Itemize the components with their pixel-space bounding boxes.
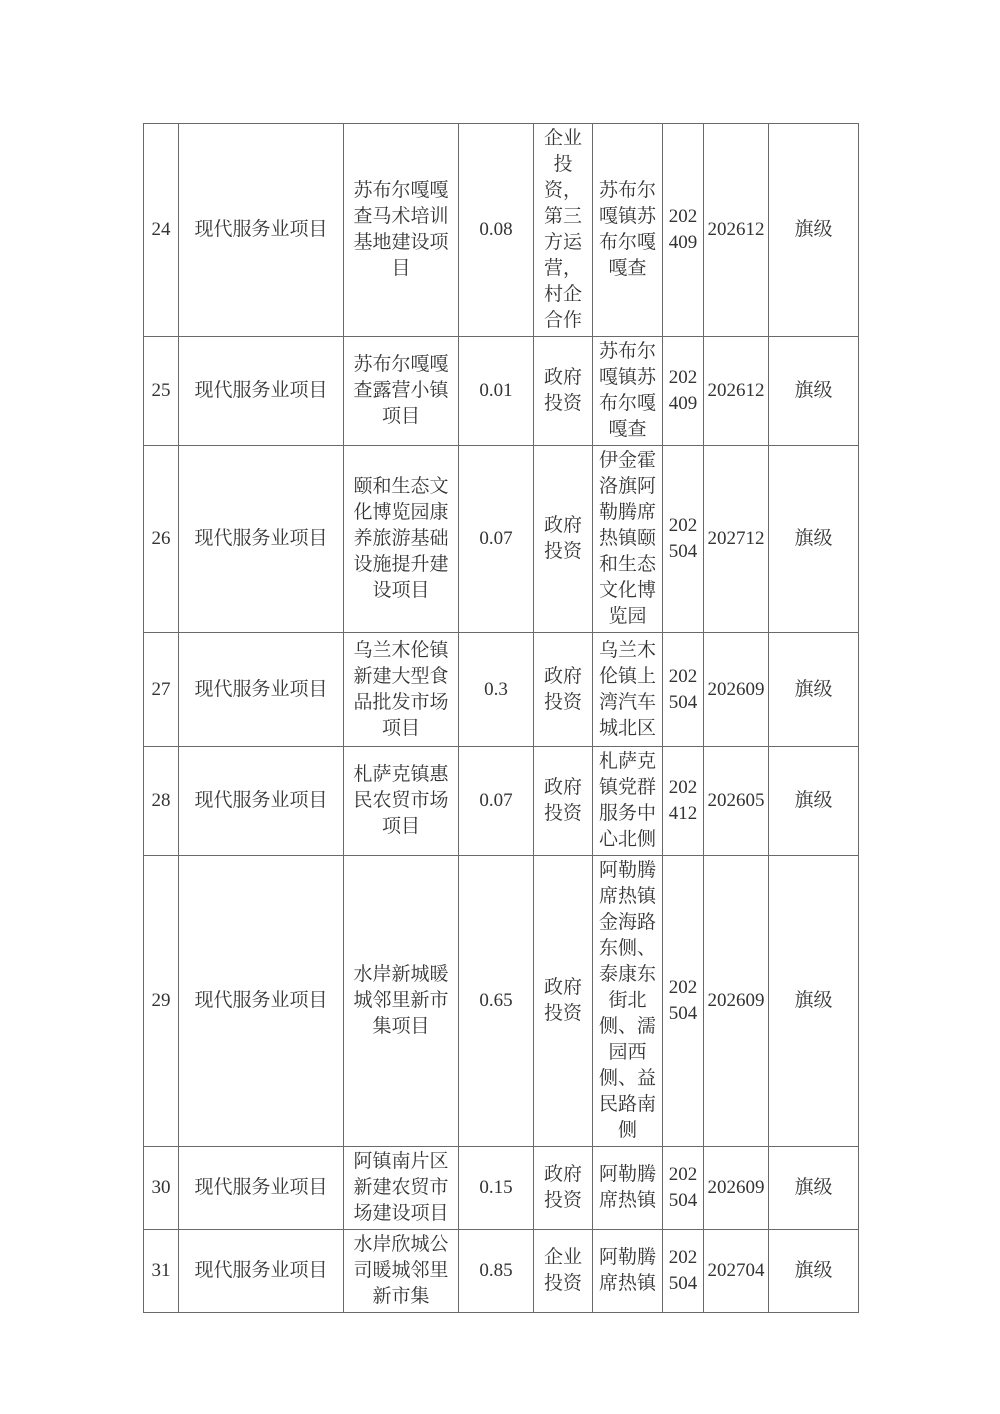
cell-location: 阿勒腾席热镇 [593, 1147, 663, 1230]
cell-investment-amount: 0.08 [459, 124, 534, 337]
cell-start-date: 202409 [663, 337, 704, 446]
cell-funding-type: 政府投资 [534, 1147, 593, 1230]
cell-project-category: 现代服务业项目 [179, 633, 344, 747]
cell-end-date: 202609 [704, 1147, 769, 1230]
cell-funding-type: 政府投资 [534, 856, 593, 1147]
cell-row-number: 25 [144, 337, 179, 446]
cell-end-date: 202712 [704, 446, 769, 633]
cell-start-date: 202504 [663, 856, 704, 1147]
cell-end-date: 202605 [704, 747, 769, 856]
cell-project-name: 颐和生态文化博览园康养旅游基础设施提升建设项目 [344, 446, 459, 633]
cell-project-name: 阿镇南片区新建农贸市场建设项目 [344, 1147, 459, 1230]
cell-end-date: 202609 [704, 633, 769, 747]
cell-row-number: 27 [144, 633, 179, 747]
cell-investment-amount: 0.07 [459, 747, 534, 856]
cell-level: 旗级 [769, 747, 859, 856]
table-row [144, 633, 859, 747]
table-row [144, 1230, 859, 1313]
cell-project-name: 札萨克镇惠民农贸市场项目 [344, 747, 459, 856]
cell-start-date: 202504 [663, 446, 704, 633]
cell-project-category: 现代服务业项目 [179, 856, 344, 1147]
cell-project-name: 水岸新城暖城邻里新市集项目 [344, 856, 459, 1147]
cell-project-name: 苏布尔嘎嘎查露营小镇项目 [344, 337, 459, 446]
cell-row-number: 26 [144, 446, 179, 633]
cell-project-name: 乌兰木伦镇新建大型食品批发市场项目 [344, 633, 459, 747]
cell-funding-type: 政府投资 [534, 633, 593, 747]
cell-end-date: 202609 [704, 856, 769, 1147]
cell-funding-type: 政府投资 [534, 337, 593, 446]
cell-start-date: 202504 [663, 1230, 704, 1313]
cell-row-number: 30 [144, 1147, 179, 1230]
cell-start-date: 202412 [663, 747, 704, 856]
cell-row-number: 24 [144, 124, 179, 337]
cell-row-number: 28 [144, 747, 179, 856]
cell-level: 旗级 [769, 124, 859, 337]
cell-funding-type: 政府投资 [534, 747, 593, 856]
cell-end-date: 202612 [704, 337, 769, 446]
cell-location: 苏布尔嘎镇苏布尔嘎嘎查 [593, 337, 663, 446]
cell-project-category: 现代服务业项目 [179, 124, 344, 337]
cell-project-category: 现代服务业项目 [179, 446, 344, 633]
cell-row-number: 29 [144, 856, 179, 1147]
cell-investment-amount: 0.01 [459, 337, 534, 446]
cell-level: 旗级 [769, 1230, 859, 1313]
cell-investment-amount: 0.65 [459, 856, 534, 1147]
cell-funding-type: 政府投资 [534, 446, 593, 633]
cell-level: 旗级 [769, 856, 859, 1147]
cell-location: 伊金霍洛旗阿勒腾席热镇颐和生态文化博览园 [593, 446, 663, 633]
cell-location: 乌兰木伦镇上湾汽车城北区 [593, 633, 663, 747]
cell-project-category: 现代服务业项目 [179, 337, 344, 446]
cell-project-name: 水岸欣城公司暖城邻里新市集 [344, 1230, 459, 1313]
cell-location: 苏布尔嘎镇苏布尔嘎嘎查 [593, 124, 663, 337]
cell-end-date: 202612 [704, 124, 769, 337]
cell-end-date: 202704 [704, 1230, 769, 1313]
cell-start-date: 202409 [663, 124, 704, 337]
cell-start-date: 202504 [663, 633, 704, 747]
cell-funding-type: 企业投资 [534, 1230, 593, 1313]
table-row [144, 856, 859, 1147]
cell-start-date: 202504 [663, 1147, 704, 1230]
cell-location: 阿勒腾席热镇 [593, 1230, 663, 1313]
table-row [144, 446, 859, 633]
cell-level: 旗级 [769, 633, 859, 747]
cell-location: 札萨克镇党群服务中心北侧 [593, 747, 663, 856]
cell-investment-amount: 0.15 [459, 1147, 534, 1230]
cell-level: 旗级 [769, 337, 859, 446]
table-row [144, 124, 859, 337]
cell-project-category: 现代服务业项目 [179, 747, 344, 856]
cell-project-category: 现代服务业项目 [179, 1147, 344, 1230]
cell-level: 旗级 [769, 1147, 859, 1230]
cell-funding-type: 企业投资，第三方运营，村企合作 [534, 124, 593, 337]
cell-investment-amount: 0.3 [459, 633, 534, 747]
cell-investment-amount: 0.85 [459, 1230, 534, 1313]
projects-table [143, 123, 859, 1313]
cell-row-number: 31 [144, 1230, 179, 1313]
cell-project-category: 现代服务业项目 [179, 1230, 344, 1313]
cell-investment-amount: 0.07 [459, 446, 534, 633]
cell-level: 旗级 [769, 446, 859, 633]
cell-project-name: 苏布尔嘎嘎查马术培训基地建设项目 [344, 124, 459, 337]
table-row [144, 1147, 859, 1230]
table-row [144, 747, 859, 856]
cell-location: 阿勒腾席热镇金海路东侧、泰康东街北侧、濡园西侧、益民路南侧 [593, 856, 663, 1147]
table-row [144, 337, 859, 446]
